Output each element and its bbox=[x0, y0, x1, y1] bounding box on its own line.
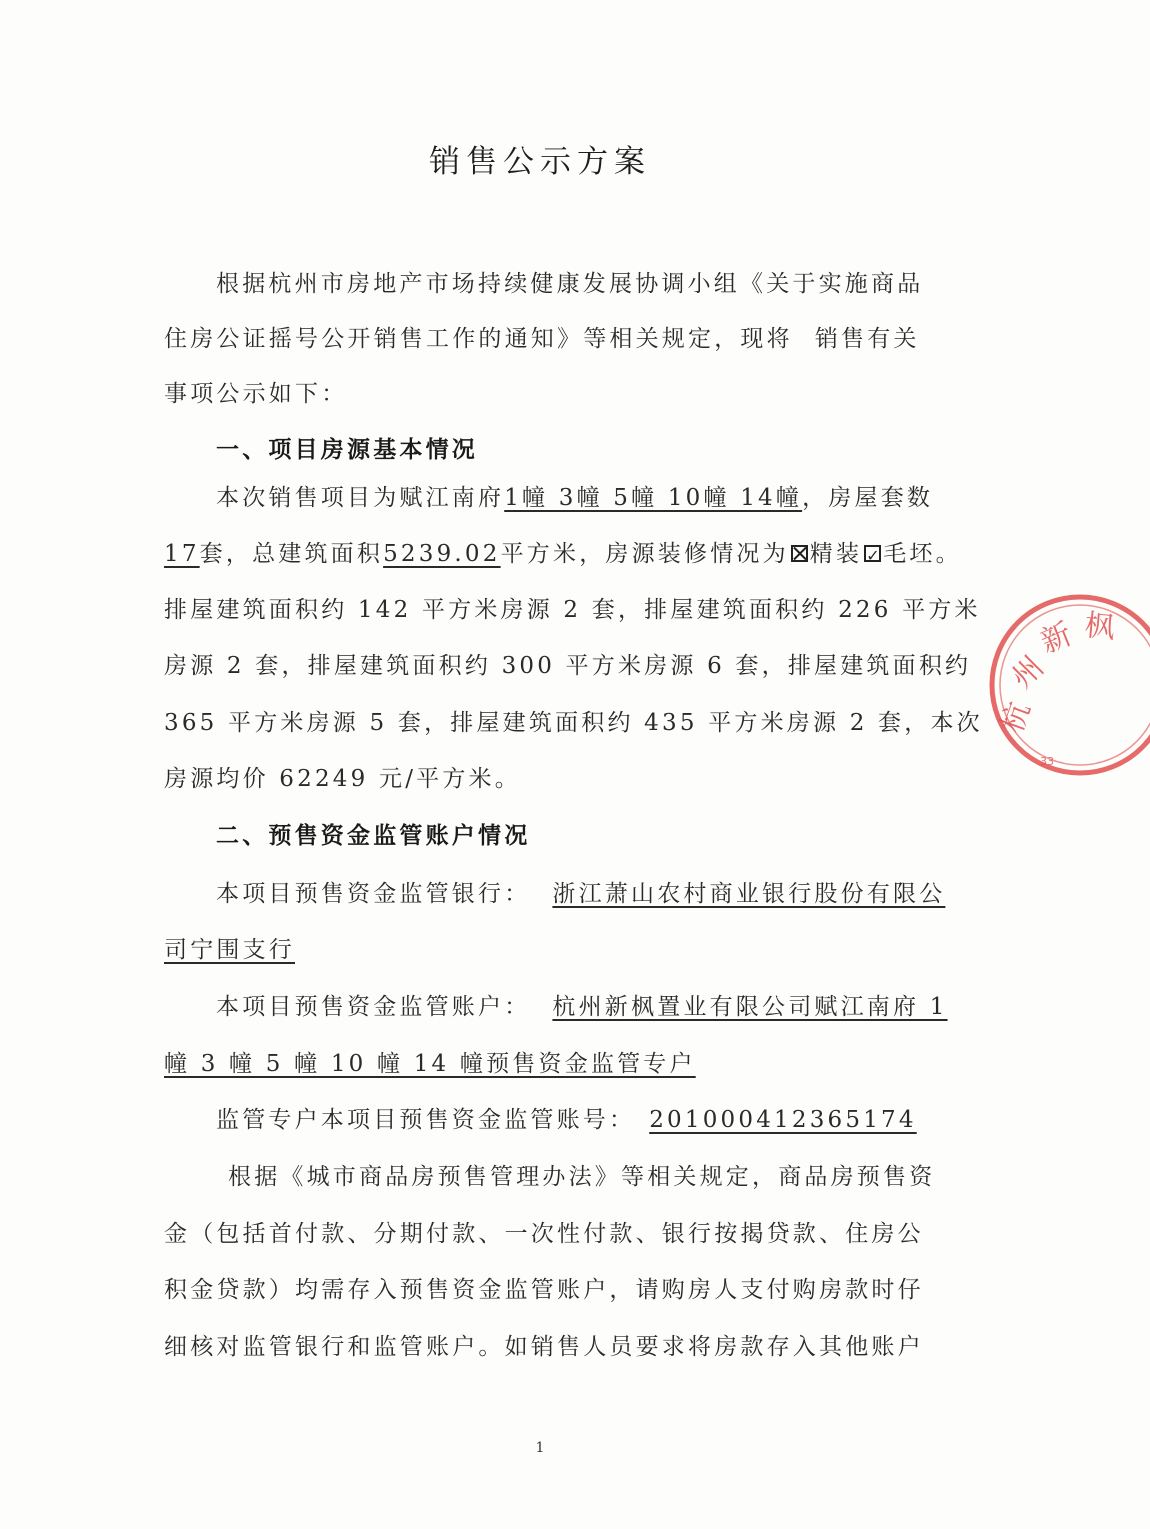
regulation-line-2: 金（包括首付款、分期付款、一次性付款、银行按揭贷款、住房公 bbox=[164, 1221, 924, 1247]
company-seal-icon bbox=[980, 585, 1150, 785]
bank-line-2 bbox=[164, 934, 295, 966]
intro-line-1: 根据杭州市房地产市场持续健康发展协调小组《关于实施商品 bbox=[216, 271, 924, 297]
bank-line-1 bbox=[216, 878, 945, 910]
svg-text:杭: 杭 bbox=[994, 697, 1038, 738]
svg-text:新: 新 bbox=[1035, 616, 1077, 661]
decor-option-1: 精装 bbox=[809, 541, 863, 567]
project-label: 本次销售项目为赋江南府 bbox=[216, 485, 505, 511]
svg-text:枫: 枫 bbox=[1083, 608, 1117, 646]
intro-line-2b: 销售有关 bbox=[814, 326, 920, 352]
checkbox-crossed-icon bbox=[791, 545, 808, 562]
regulation-line-4: 细核对监管银行和监管账户。如销售人员要求将房款存入其他账户 bbox=[164, 1334, 924, 1360]
account-value-1: 杭州新枫置业有限公司赋江南府 1 bbox=[552, 994, 948, 1020]
regulation-line-1: 根据《城市商品房预售管理办法》等相关规定，商品房预售资 bbox=[228, 1164, 936, 1190]
intro-line-2a: 住房公证摇号公开销售工作的通知》等相关规定，现将 bbox=[164, 326, 793, 352]
account-line-1 bbox=[216, 991, 948, 1023]
intro-line-3: 事项公示如下： bbox=[164, 381, 348, 407]
section-1-line-4: 房源 2 套，排屋建筑面积约 300 平方米房源 6 套，排屋建筑面积约 bbox=[164, 653, 972, 679]
account-line-2 bbox=[164, 1048, 696, 1080]
document-title: 销售公示方案 bbox=[429, 144, 651, 180]
account-value-2: 幢 3 幢 5 幢 10 幢 14 幢预售资金监管专户 bbox=[164, 1051, 696, 1077]
account-number-value: 201000412365174 bbox=[649, 1107, 917, 1133]
decor-label: 平方米，房源装修情况为 bbox=[500, 541, 789, 567]
page-number: 1 bbox=[535, 1440, 545, 1456]
section-1-line-5: 365 平方米房源 5 套，排屋建筑面积约 435 平方米房源 2 套，本次 bbox=[164, 710, 983, 736]
units-label: ，房屋套数 bbox=[802, 485, 934, 511]
account-number-label: 监管专户本项目预售资金监管账号： bbox=[216, 1107, 636, 1133]
units-value: 17 bbox=[164, 541, 200, 567]
regulation-line-3: 积金贷款）均需存入预售资金监管账户，请购房人支付购房款时仔 bbox=[164, 1277, 924, 1303]
account-number-line bbox=[216, 1104, 917, 1136]
section-1-line-2 bbox=[164, 538, 962, 570]
area-value: 5239.02 bbox=[383, 541, 501, 567]
buildings-value: 1幢 3幢 5幢 10幢 14幢 bbox=[504, 485, 803, 511]
bank-value-2: 司宁围支行 bbox=[164, 937, 295, 963]
bank-value-1: 浙江萧山农村商业银行股份有限公 bbox=[552, 881, 946, 907]
bank-label: 本项目预售资金监管银行： bbox=[216, 881, 531, 907]
svg-text:州: 州 bbox=[1004, 649, 1051, 696]
decor-option-2: 毛坯。 bbox=[883, 541, 962, 567]
section-1-line-3: 排屋建筑面积约 142 平方米房源 2 套，排屋建筑面积约 226 平方米 bbox=[164, 597, 981, 623]
account-label: 本项目预售资金监管账户： bbox=[216, 994, 531, 1020]
section-2-heading: 二、预售资金监管账户情况 bbox=[216, 822, 531, 849]
checkbox-checked-icon bbox=[864, 545, 881, 562]
section-1-heading: 一、项目房源基本情况 bbox=[216, 436, 478, 463]
section-1-line-1 bbox=[216, 482, 933, 514]
svg-text:33: 33 bbox=[1040, 755, 1054, 768]
section-1-line-6: 房源均价 62249 元/平方米。 bbox=[164, 766, 521, 792]
intro-line-2 bbox=[164, 323, 920, 355]
area-label: 套，总建筑面积 bbox=[199, 541, 384, 567]
